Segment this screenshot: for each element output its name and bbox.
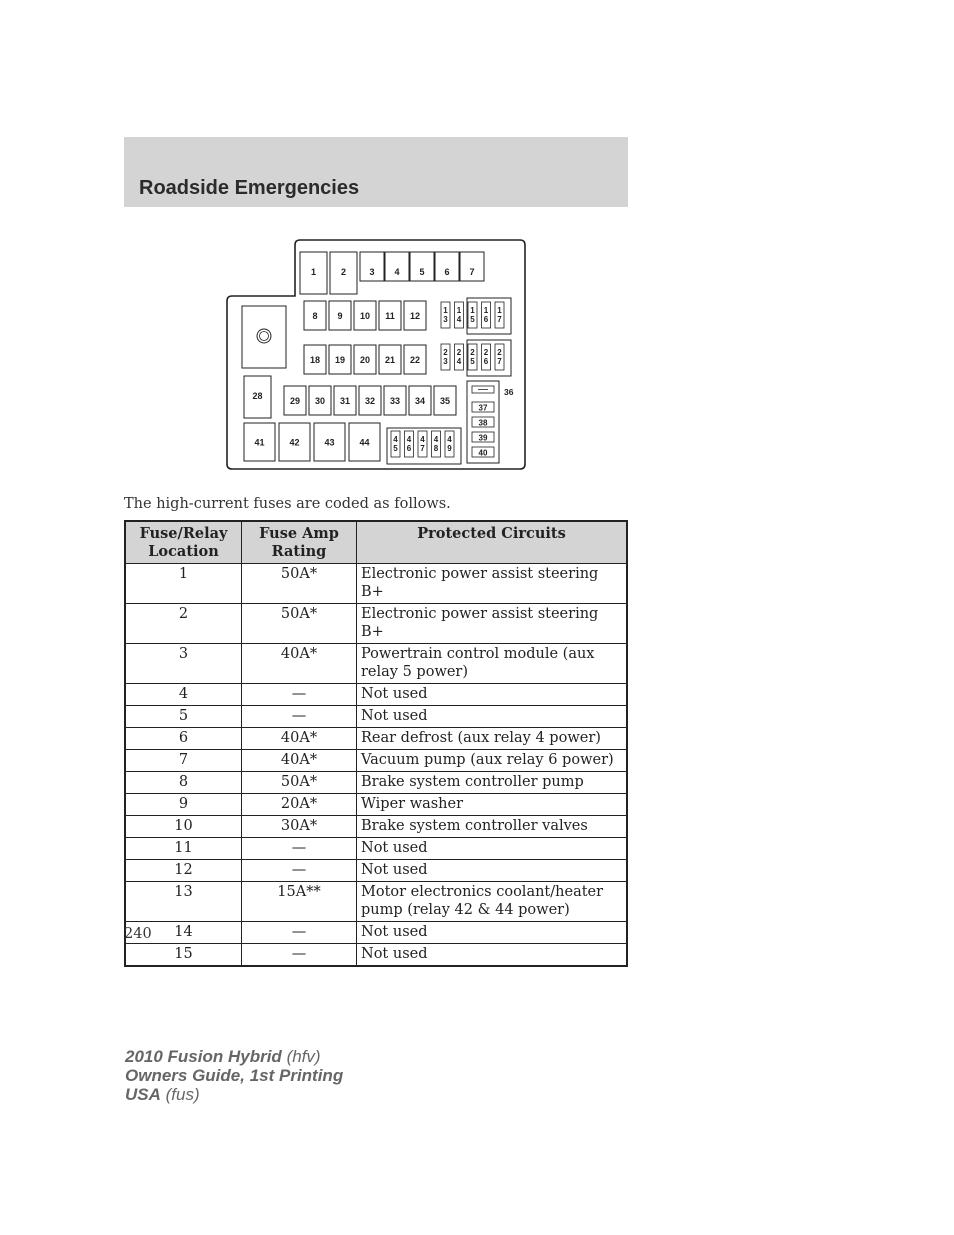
fuse-label: 41 — [254, 437, 265, 448]
cell-location: 2 — [125, 604, 242, 644]
footer-market-code: (fus) — [165, 1085, 200, 1104]
cell-amp-rating: 20A* — [242, 794, 357, 816]
cell-amp-rating: 30A* — [242, 816, 357, 838]
fuse-label: 40 — [478, 448, 488, 458]
cell-protected-circuits: Brake system controller pump — [357, 772, 628, 794]
mini-fuse-label: 4 9 — [447, 435, 452, 453]
fuse-label: 32 — [364, 396, 376, 406]
cell-protected-circuits: Electronic power assist steering B+ — [357, 564, 628, 604]
cell-protected-circuits: Not used — [357, 838, 628, 860]
cell-location: 10 — [125, 816, 242, 838]
fuse-label: 2 — [340, 267, 347, 277]
cell-amp-rating: 40A* — [242, 728, 357, 750]
document-footer — [125, 1047, 343, 1104]
fuse-label-28: 28 — [252, 391, 263, 401]
table-row — [125, 644, 627, 684]
cell-protected-circuits: Electronic power assist steering B+ — [357, 604, 628, 644]
cell-location: 12 — [125, 860, 242, 882]
fuse-label: 1 — [310, 267, 317, 277]
cell-location: 13 — [125, 882, 242, 922]
cell-protected-circuits: Brake system controller valves — [357, 816, 628, 838]
fuse-label: 12 — [409, 311, 421, 321]
fuse-label: 33 — [389, 396, 401, 406]
fuse-label: 42 — [289, 437, 300, 448]
cell-protected-circuits: Powertrain control module (aux relay 5 power) — [357, 644, 628, 684]
mini-fuse-label: 4 6 — [406, 435, 412, 453]
mini-fuse-label: 4 5 — [393, 435, 398, 453]
fuse-label: 19 — [334, 355, 346, 365]
fuse-label: 11 — [385, 311, 395, 321]
cell-protected-circuits: Vacuum pump (aux relay 6 power) — [357, 750, 628, 772]
fuse-label: 44 — [359, 437, 370, 448]
footer-market: USA — [125, 1085, 161, 1104]
table-row — [125, 882, 627, 922]
header-location: Fuse/Relay Location — [125, 521, 242, 564]
fuse-label: 35 — [439, 396, 451, 406]
header-protected-circuits: Protected Circuits — [357, 521, 628, 564]
cell-protected-circuits: Not used — [357, 860, 628, 882]
fuse-label: 10 — [359, 311, 371, 321]
fuse-table — [124, 520, 628, 967]
table-row — [125, 860, 627, 882]
cell-protected-circuits: Motor electronics coolant/heater pump (relay 42 & 44 power) — [357, 882, 628, 922]
page-number: 240 — [124, 926, 152, 942]
cell-amp-rating: — — [242, 684, 357, 706]
fuse-label: 30 — [314, 396, 326, 406]
cell-amp-rating: 15A** — [242, 882, 357, 922]
cell-amp-rating: 50A* — [242, 772, 357, 794]
fuse-label: 29 — [289, 396, 301, 406]
fuse-label: 9 — [337, 311, 343, 321]
fuse-box-diagram — [224, 238, 528, 472]
section-title: Roadside Emergencies — [139, 177, 360, 199]
table-row — [125, 772, 627, 794]
cell-location: 8 — [125, 772, 242, 794]
cell-location: 4 — [125, 684, 242, 706]
table-row — [125, 564, 627, 604]
fuse-label: 34 — [414, 396, 426, 406]
cell-protected-circuits: Not used — [357, 922, 628, 944]
cell-amp-rating: — — [242, 944, 357, 967]
fuse-label: 43 — [324, 437, 335, 448]
cell-location: 14 — [125, 922, 242, 944]
fuse-label: 39 — [478, 433, 488, 443]
mini-fuse-label: 2 4 — [456, 348, 462, 366]
cell-amp-rating: — — [242, 838, 357, 860]
footer-model-code: (hfv) — [286, 1047, 321, 1066]
fuse-label: 31 — [339, 396, 351, 406]
cell-protected-circuits: Not used — [357, 944, 628, 967]
cell-amp-rating: 40A* — [242, 750, 357, 772]
footer-guide: Owners Guide, 1st Printing — [125, 1066, 344, 1085]
mini-fuse-label: 2 7 — [497, 348, 502, 366]
fuse-label: 18 — [309, 355, 321, 365]
table-row — [125, 816, 627, 838]
cell-location: 1 — [125, 564, 242, 604]
cell-amp-rating: — — [242, 860, 357, 882]
fuse-label: 7 — [469, 267, 475, 277]
fuse-label: 6 — [444, 267, 450, 277]
table-row — [125, 838, 627, 860]
cell-protected-circuits: Wiper washer — [357, 794, 628, 816]
table-header-row — [125, 521, 627, 564]
cell-protected-circuits: Not used — [357, 706, 628, 728]
fuse-label: 37 — [478, 403, 488, 413]
table-row — [125, 750, 627, 772]
fuse-label: 22 — [409, 355, 421, 365]
mini-fuse-label: 4 7 — [420, 435, 425, 453]
cell-location: 11 — [125, 838, 242, 860]
mini-fuse-label: 4 8 — [433, 435, 439, 453]
cell-amp-rating: — — [242, 706, 357, 728]
mini-fuse-label: 2 5 — [470, 348, 475, 366]
mini-fuse-label: 1 5 — [470, 306, 475, 324]
table-row — [125, 728, 627, 750]
cell-location: 15 — [125, 944, 242, 967]
cell-amp-rating: 40A* — [242, 644, 357, 684]
cell-protected-circuits: Not used — [357, 684, 628, 706]
footer-model: 2010 Fusion Hybrid — [125, 1047, 282, 1066]
cell-location: 9 — [125, 794, 242, 816]
table-row — [125, 794, 627, 816]
cell-amp-rating: 50A* — [242, 604, 357, 644]
cell-location: 5 — [125, 706, 242, 728]
table-row — [125, 604, 627, 644]
cell-protected-circuits: Rear defrost (aux relay 4 power) — [357, 728, 628, 750]
fuse-label: 4 — [394, 267, 400, 277]
fuse-label: 3 — [369, 267, 375, 277]
mini-fuse-label: 1 3 — [443, 306, 448, 324]
mini-fuse-label: 1 4 — [456, 306, 462, 324]
cell-amp-rating: — — [242, 922, 357, 944]
cell-location: 3 — [125, 644, 242, 684]
header-amp-rating: Fuse Amp Rating — [242, 521, 357, 564]
mini-fuse-label: 1 6 — [483, 306, 489, 324]
table-row — [125, 922, 627, 944]
table-row — [125, 684, 627, 706]
table-row — [125, 706, 627, 728]
mini-fuse-label: 1 7 — [497, 306, 502, 324]
intro-text: The high-current fuses are coded as follows. — [124, 496, 451, 512]
fuse-label: 20 — [359, 355, 371, 365]
fuse-label-36: 36 — [504, 387, 514, 397]
cell-amp-rating: 50A* — [242, 564, 357, 604]
fuse-label: 38 — [478, 418, 488, 428]
fuse-label: 5 — [419, 267, 425, 277]
mini-fuse-label: 2 6 — [483, 348, 489, 366]
cell-location: 6 — [125, 728, 242, 750]
table-row — [125, 944, 627, 967]
fuse-label: 8 — [312, 311, 318, 321]
cell-location: 7 — [125, 750, 242, 772]
mini-fuse-label: 2 3 — [443, 348, 448, 366]
fuse-label: 21 — [384, 355, 396, 365]
